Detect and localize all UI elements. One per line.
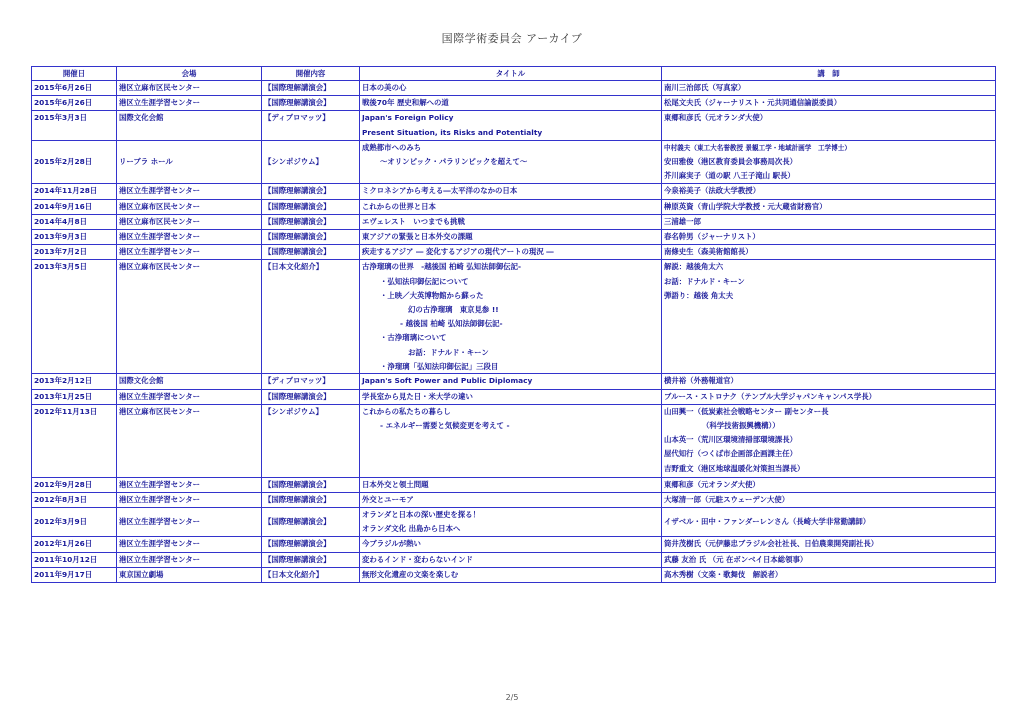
title-line: オランダ文化 出島から日本へ (362, 524, 461, 534)
header-type: 開催内容 (262, 67, 360, 81)
cell-venue: 港区立生涯学習センター (117, 492, 262, 507)
cell-type: 【国際理解講演会】 (262, 537, 360, 552)
cell-date: 2013年7月2日 (32, 245, 117, 260)
cell-title (360, 492, 662, 507)
title-line: - 越後国 柏崎 弘知法師御伝記- (400, 319, 503, 329)
title-line: 変わるインド・変わらないインド (362, 554, 473, 564)
cell-venue: 港区立麻布区民センター (117, 214, 262, 229)
title-clip (362, 260, 659, 373)
table-row (32, 184, 996, 199)
cell-type: 【日本文化紹介】 (262, 260, 360, 374)
table-row (32, 96, 996, 111)
cell-title (360, 184, 662, 199)
cell-type: 【ディプロマッツ】 (262, 374, 360, 389)
speaker-line: 高木秀樹（文楽・歌舞伎 解説者） (664, 569, 783, 579)
speaker-line: 中村義夫（東工大名誉教授 景観工学・地域計画学 工学博士） (664, 143, 851, 152)
title-line: ・浄瑠璃「弘知法印御伝記」三段目 (380, 361, 499, 371)
speaker-line: 松尾文夫氏（ジャーナリスト・元共同通信論説委員） (664, 98, 842, 108)
title-line: Japan's Foreign Policy (362, 113, 454, 123)
cell-title (360, 567, 662, 582)
cell-date: 2012年3月9日 (32, 508, 117, 537)
cell-title (360, 374, 662, 389)
title-line: 日本外交と領土問題 (362, 479, 429, 489)
cell-venue: 港区立麻布区民センター (117, 404, 262, 477)
cell-venue: 港区立麻布区民センター (117, 81, 262, 96)
cell-speaker (662, 140, 996, 184)
cell-venue: 港区立麻布区民センター (117, 199, 262, 214)
page-title: 国際学術委員会 アーカイブ (441, 32, 583, 45)
archive-table (31, 66, 996, 583)
title-line: 戦後70年 歴史和解への道 (362, 98, 449, 108)
cell-title (360, 199, 662, 214)
table-row (32, 230, 996, 245)
cell-date: 2013年3月5日 (32, 260, 117, 374)
cell-type: 【国際理解講演会】 (262, 230, 360, 245)
title-line: ・上映／大英博物館から蘇った (380, 290, 484, 300)
cell-title (360, 477, 662, 492)
cell-title (360, 389, 662, 404)
cell-venue: 東京国立劇場 (117, 567, 262, 582)
table-row (32, 245, 996, 260)
table-row (32, 567, 996, 582)
table-header-row (32, 67, 996, 81)
speaker-line: 安田雅俊（港区教育委員会事務局次長） (664, 157, 798, 167)
table-row (32, 537, 996, 552)
speaker-line: 吉野重文（港区地球温暖化対策担当課長） (664, 463, 805, 473)
cell-title (360, 245, 662, 260)
cell-speaker (662, 492, 996, 507)
table-row (32, 111, 996, 140)
cell-type: 【国際理解講演会】 (262, 492, 360, 507)
speaker-line: 山田興一（低炭素社会戦略センター 副センター長 (664, 406, 829, 416)
speaker-line: 弾語り：越後 角太夫 (664, 290, 734, 300)
title-line: 古浄瑠璃の世界 -越後国 柏崎 弘知法師御伝記- (362, 262, 522, 272)
cell-date: 2013年1月25日 (32, 389, 117, 404)
speaker-line: 横井裕（外務報道官） (664, 376, 738, 386)
cell-title (360, 260, 662, 374)
cell-date: 2011年10月12日 (32, 552, 117, 567)
title-line: ・古浄瑠璃について (380, 333, 447, 343)
cell-type: 【国際理解講演会】 (262, 214, 360, 229)
cell-speaker (662, 245, 996, 260)
cell-speaker (662, 230, 996, 245)
speaker-line: 山本英一（荒川区環境清掃部環境課長） (664, 435, 798, 445)
cell-type: 【国際理解講演会】 (262, 245, 360, 260)
cell-date: 2012年8月3日 (32, 492, 117, 507)
title-line: ～オリンピック・パラリンピックを超えて～ (380, 157, 528, 167)
speaker-line: ブルース・ストロナク（テンプル大学ジャパンキャンパス学長） (664, 391, 877, 401)
title-line: - エネルギー需要と気候変更を考えて - (380, 421, 510, 431)
cell-venue: 国際文化会館 (117, 374, 262, 389)
speaker-line: 南川三治郎氏（写真家） (664, 83, 746, 92)
speaker-line: 三浦雄一郎 (664, 216, 701, 226)
cell-date: 2012年11月13日 (32, 404, 117, 477)
cell-date: 2015年6月26日 (32, 81, 117, 96)
cell-type: 【日本文化紹介】 (262, 567, 360, 582)
table-row (32, 374, 996, 389)
title-line: 今ブラジルが熱い (362, 539, 421, 549)
cell-venue: 国際文化会館 (117, 111, 262, 140)
cell-title (360, 111, 662, 140)
title-line: 東アジアの緊張と日本外交の課題 (362, 232, 473, 242)
cell-speaker (662, 537, 996, 552)
cell-date: 2015年6月26日 (32, 96, 117, 111)
speaker-line: 芥川麻実子（道の駅 八王子滝山 駅長） (664, 171, 795, 181)
speaker-line: 南條史生（森美術館館長） (664, 247, 753, 257)
cell-speaker (662, 567, 996, 582)
cell-speaker (662, 404, 996, 477)
cell-venue: 港区立麻布区民センター (117, 260, 262, 374)
cell-venue: 港区立生涯学習センター (117, 552, 262, 567)
title-line: エヴェレスト いつまでも挑戦 (362, 216, 465, 226)
speaker-line: 屋代知行（つくば市企画部企画課主任） (664, 449, 798, 459)
speaker-line: 武藤 友治 氏 （元 在ボンベイ日本総領事） (664, 554, 808, 564)
cell-speaker (662, 477, 996, 492)
cell-speaker (662, 111, 996, 140)
cell-speaker (662, 199, 996, 214)
cell-title (360, 552, 662, 567)
cell-title (360, 508, 662, 537)
cell-type: 【国際理解講演会】 (262, 477, 360, 492)
table-row (32, 199, 996, 214)
cell-speaker (662, 389, 996, 404)
cell-title (360, 230, 662, 245)
cell-venue: 港区立生涯学習センター (117, 389, 262, 404)
cell-date: 2011年9月17日 (32, 567, 117, 582)
table-row (32, 508, 996, 537)
table-row (32, 404, 996, 477)
table-row (32, 389, 996, 404)
cell-speaker (662, 214, 996, 229)
title-line: オランダと日本の深い歴史を探る！ (362, 510, 480, 520)
speaker-line: お話：ドナルド・キーン (664, 276, 745, 286)
cell-type: 【国際理解講演会】 (262, 81, 360, 96)
cell-venue: 港区立生涯学習センター (117, 537, 262, 552)
cell-type: 【ディプロマッツ】 (262, 111, 360, 140)
cell-type: 【シンポジウム】 (262, 140, 360, 184)
cell-venue: 港区立生涯学習センター (117, 230, 262, 245)
speaker-line: 東郷和彦氏（元オランダ大使） (664, 113, 768, 123)
title-line: 外交とユーモア (362, 494, 414, 504)
title-line: Japan's Soft Power and Public Diplomacy (362, 376, 533, 386)
header-date: 開催日 (32, 67, 117, 81)
table-row (32, 477, 996, 492)
cell-venue: 港区立生涯学習センター (117, 184, 262, 199)
cell-date: 2014年11月28日 (32, 184, 117, 199)
cell-speaker (662, 96, 996, 111)
cell-type: 【国際理解講演会】 (262, 199, 360, 214)
speaker-line: 榊原英資（青山学院大学教授・元大蔵省財務官） (664, 201, 827, 211)
speaker-clip (664, 462, 993, 477)
header-venue: 会場 (117, 67, 262, 81)
title-line: これからの世界と日本 (362, 201, 436, 211)
cell-venue: 港区立生涯学習センター (117, 508, 262, 537)
cell-venue: 港区立生涯学習センター (117, 477, 262, 492)
cell-type: 【国際理解講演会】 (262, 389, 360, 404)
cell-type: 【シンポジウム】 (262, 404, 360, 477)
title-line: 無形文化遺産の文楽を楽しむ (362, 569, 459, 579)
table-row (32, 492, 996, 507)
table-row (32, 140, 996, 184)
speaker-line: 今泉裕美子（法政大学教授） (664, 186, 761, 196)
header-speaker: 講 師 (662, 67, 996, 81)
speaker-line: イザベル・田中・ファンダーレンさん（長崎大学非常勤講師） (664, 517, 871, 527)
speaker-line: 筒井茂樹氏（元伊藤忠ブラジル会社社長、日伯農業開発副社長） (664, 539, 879, 549)
title-line: お話：ドナルド・キーン (408, 347, 489, 357)
cell-type: 【国際理解講演会】 (262, 184, 360, 199)
cell-speaker (662, 81, 996, 96)
cell-date: 2015年2月28日 (32, 140, 117, 184)
table-row (32, 552, 996, 567)
cell-venue: リーブラ ホール (117, 140, 262, 184)
title-line: 幻の古浄瑠璃 東京見参 !! (408, 305, 499, 315)
cell-type: 【国際理解講演会】 (262, 96, 360, 111)
title-line: 日本の美の心 (362, 83, 407, 92)
page-number: 2/5 (505, 693, 519, 702)
cell-speaker (662, 508, 996, 537)
header-title: タイトル (360, 67, 662, 81)
title-line: 学長室から見た日・米大学の違い (362, 391, 473, 401)
cell-date: 2014年4月8日 (32, 214, 117, 229)
title-line: ・弘知法印御伝記について (380, 276, 469, 286)
cell-type: 【国際理解講演会】 (262, 552, 360, 567)
title-line: これからの私たちの暮らし (362, 406, 451, 416)
cell-date: 2013年9月3日 (32, 230, 117, 245)
cell-title (360, 96, 662, 111)
table-row (32, 214, 996, 229)
cell-date: 2012年9月28日 (32, 477, 117, 492)
cell-speaker (662, 260, 996, 374)
cell-date: 2014年9月16日 (32, 199, 117, 214)
cell-title (360, 140, 662, 184)
cell-speaker (662, 184, 996, 199)
cell-title (360, 214, 662, 229)
cell-venue: 港区立生涯学習センター (117, 96, 262, 111)
cell-title (360, 537, 662, 552)
cell-date: 2013年2月12日 (32, 374, 117, 389)
table-row (32, 81, 996, 96)
cell-title (360, 81, 662, 96)
speaker-line: 解説：越後角太六 (664, 262, 724, 272)
cell-speaker (662, 552, 996, 567)
title-line: 疾走するアジア ― 変化するアジアの現代アートの現況 ― (362, 247, 554, 257)
speaker-line: 春名幹男（ジャーナリスト） (664, 232, 760, 242)
title-line: 成熟都市へのみち (362, 142, 422, 152)
cell-title (360, 404, 662, 477)
speaker-line: 東郷和彦（元オランダ大使） (664, 479, 760, 489)
cell-venue: 港区立生涯学習センター (117, 245, 262, 260)
title-line: Present Situation, its Risks and Potentialty (362, 127, 543, 137)
title-line: ミクロネシアから考える―太平洋のなかの日本 (362, 186, 518, 196)
speaker-line: （科学技術振興機構）） (702, 421, 780, 431)
cell-speaker (662, 374, 996, 389)
cell-date: 2015年3月3日 (32, 111, 117, 140)
cell-type: 【国際理解講演会】 (262, 508, 360, 537)
speaker-line: 大塚清一郎（元駐スウェーデン大使） (664, 494, 790, 504)
cell-date: 2012年1月26日 (32, 537, 117, 552)
table-row (32, 260, 996, 374)
